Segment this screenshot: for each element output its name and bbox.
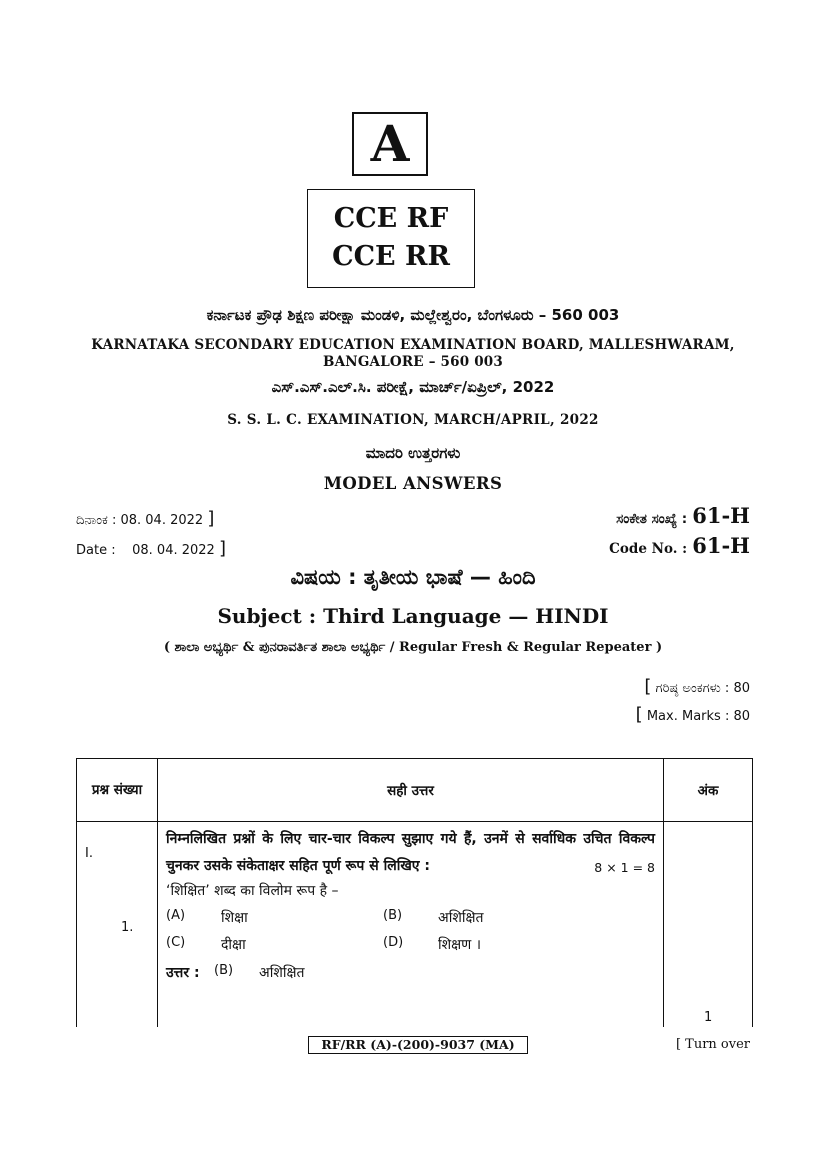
- code-english: Code No. : 61-H: [609, 533, 750, 558]
- date-kannada: ದಿನಾಂಕ : 08. 04. 2022 ]: [76, 508, 215, 529]
- section-number: I.: [85, 846, 93, 861]
- model-answers-kannada: ಮಾದರಿ ಉತ್ತರಗಳು: [365, 444, 461, 462]
- question-number-cell: [77, 822, 158, 1028]
- subject-english: Subject : Third Language — HINDI: [217, 604, 609, 628]
- answer-option: (B): [214, 963, 234, 978]
- question-number: 1.: [121, 920, 134, 935]
- option-b: (B) अशिक्षित: [383, 908, 484, 926]
- exam-title-english: S. S. L. C. EXAMINATION, MARCH/APRIL, 2022: [227, 412, 599, 428]
- board-name-kannada: ಕರ್ನಾಟಕ ಪ್ರೌಢ ಶಿಕ್ಷಣ ಪರೀಕ್ಷಾ ಮಂಡಳಿ, ಮಲ್ಲೇಶ್ವರಂ, ಬೆಂಗಳೂರು – 560 003: [206, 306, 620, 324]
- model-answers-english: MODEL ANSWERS: [323, 474, 503, 493]
- cce-line-2: CCE RR: [332, 241, 450, 272]
- cce-line-1: CCE RF: [333, 203, 449, 234]
- answer-table: [76, 758, 753, 1027]
- table-row: [77, 822, 753, 1028]
- max-marks-english: [ Max. Marks : 80: [635, 704, 750, 725]
- board-name-english-line1: KARNATAKA SECONDARY EDUCATION EXAMINATION BOARD, MALLESHWARAM,: [91, 337, 735, 353]
- option-a: (A) शिक्षा: [166, 908, 248, 926]
- board-name-english-line2: BANGALORE – 560 003: [323, 354, 503, 370]
- section-marks: 8 × 1 = 8: [594, 860, 655, 875]
- date-english: Date : 08. 04. 2022 ]: [76, 538, 226, 559]
- table-header-row: [77, 759, 753, 822]
- option-c: (C) दीक्षा: [166, 935, 246, 953]
- turn-over-label: [ Turn over: [675, 1037, 750, 1052]
- question-text: ‘शिक्षित’ शब्द का विलोम रूप है –: [166, 883, 339, 899]
- question-number-header: प्रश्न संख्या: [77, 759, 158, 822]
- answer-cell: [158, 822, 664, 1028]
- answer-marks: 1: [704, 1010, 713, 1025]
- marks-cell: [664, 822, 753, 1028]
- options-row-2: [158, 935, 663, 954]
- answer-text: अशिक्षित: [259, 965, 305, 981]
- correct-answer-header: सही उत्तर: [158, 759, 664, 822]
- subject-kannada: ವಿಷಯ : ತೃತೀಯ ಭಾಷೆ — ಹಿಂದಿ: [290, 565, 536, 589]
- max-marks-kannada: [ ಗರಿಷ್ಠ ಅಂಕಗಳು : 80: [644, 676, 750, 697]
- paper-code-box: RF/RR (A)-(200)-9037 (MA): [308, 1036, 528, 1054]
- exam-title-kannada: ಎಸ್.ಎಸ್.ಎಲ್.ಸಿ. ಪರೀಕ್ಷೆ, ಮಾರ್ಚ್/ಏಪ್ರಿಲ್, 2022: [271, 378, 555, 396]
- option-d: (D) शिक्षण ।: [383, 935, 482, 953]
- board-name-english: [0, 337, 826, 371]
- section-instruction: निम्नलिखित प्रश्नों के लिए चार-चार विकल्प सुझाए गये हैं, उनमें से सर्वाधिक उचित विकल्प चुनकर उसके संकेताक्षर सहित पूर्ण रूप से लिखिए :: [166, 831, 655, 874]
- marks-header: अंक: [664, 759, 753, 822]
- code-kannada: ಸಂಕೇತ ಸಂಖ್ಯೆ : 61-H: [616, 503, 750, 528]
- answer-line: [158, 963, 663, 982]
- answer-label: उत्तर :: [166, 965, 200, 981]
- set-letter-box: A: [352, 112, 428, 176]
- cce-box: [307, 189, 475, 288]
- options-row-1: [158, 908, 663, 927]
- candidate-type: ( ಶಾಲಾ ಅಭ್ಯರ್ಥಿ & ಪುನರಾವರ್ತಿತ ಶಾಲಾ ಅಭ್ಯರ್ಥಿ / Regular Fresh & Regular Repeater ): [163, 640, 663, 655]
